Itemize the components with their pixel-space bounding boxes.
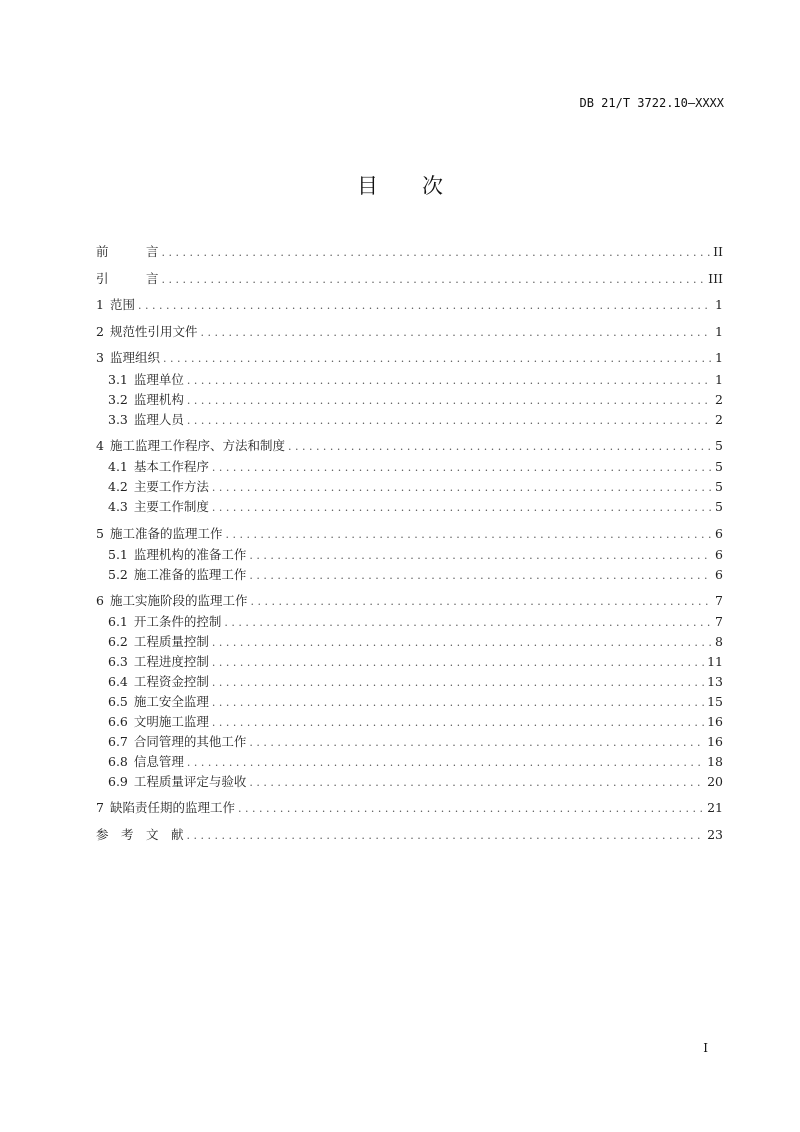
toc-entry-label: 主要工作方法 (133, 479, 209, 494)
dot-leader (162, 244, 711, 262)
title-char-2: 次 (422, 174, 443, 198)
dot-leader (288, 438, 712, 456)
toc-entry-page: 15 (707, 694, 723, 709)
toc-entry-label: 监理单位 (133, 372, 184, 387)
dot-leader (163, 350, 712, 368)
toc-entry-number: 6.5 (108, 694, 128, 709)
toc-entry-page: 1 (715, 297, 723, 312)
toc-entry-label: 监理机构的准备工作 (133, 547, 247, 562)
toc-entry-number: 6.4 (108, 674, 128, 689)
toc-entry-number: 4.3 (108, 499, 128, 514)
dot-leader (187, 754, 704, 772)
toc-entry[interactable] (96, 296, 723, 314)
toc-entry-label: 工程资金控制 (133, 674, 209, 689)
toc-entry-label: 参 考 文 献 (96, 827, 184, 842)
dot-leader (212, 674, 704, 692)
dot-leader (187, 412, 712, 430)
toc-entry[interactable] (96, 437, 723, 455)
toc-entry[interactable] (96, 613, 723, 631)
toc-entry-page: 21 (707, 800, 723, 815)
toc-entry-page: 7 (715, 614, 723, 629)
toc-entry[interactable] (96, 653, 723, 671)
dot-leader (187, 392, 712, 410)
toc-entry-page: 20 (707, 774, 723, 789)
toc-entry-label: 工程质量评定与验收 (133, 774, 247, 789)
toc-entry-number: 1 (96, 297, 104, 312)
toc-entry-number: 3.1 (108, 372, 128, 387)
toc-entry-page: 6 (715, 526, 723, 541)
dot-leader (238, 800, 704, 818)
toc-entry-number: 6.6 (108, 714, 128, 729)
dot-leader (138, 297, 712, 315)
dot-leader (249, 567, 712, 585)
title-char-1: 目 (357, 174, 378, 198)
dot-leader (212, 634, 712, 652)
toc-entry-number: 4 (96, 438, 104, 453)
toc-entry-number: 3.3 (108, 412, 128, 427)
dot-leader (212, 654, 704, 672)
toc-entry-number: 5 (96, 526, 104, 541)
toc-entry-page: III (708, 271, 723, 286)
page-title (0, 170, 800, 200)
toc-entry-page: 5 (715, 438, 723, 453)
toc-entry-label: 前 言 (96, 244, 159, 259)
toc-entry-number: 6.9 (108, 774, 128, 789)
toc-entry-label: 规范性引用文件 (109, 324, 198, 339)
toc-entry[interactable] (96, 673, 723, 691)
toc-entry[interactable] (96, 458, 723, 476)
toc-entry-label: 施工监理工作程序、方法和制度 (109, 438, 285, 453)
toc-entry-page: 23 (707, 827, 723, 842)
dot-leader (200, 324, 712, 342)
dot-leader (250, 593, 712, 611)
toc-entry-label: 文明施工监理 (133, 714, 209, 729)
toc-entry-label: 引 言 (96, 271, 159, 286)
toc-entry-page: 16 (707, 734, 723, 749)
toc-entry[interactable] (96, 713, 723, 731)
toc-entry-label: 合同管理的其他工作 (133, 734, 247, 749)
toc-entry-number: 4.2 (108, 479, 128, 494)
dot-leader (212, 459, 712, 477)
toc-entry-page: 2 (715, 392, 723, 407)
toc-entry-number: 2 (96, 324, 104, 339)
toc-entry[interactable] (96, 270, 723, 288)
toc-entry-number: 5.2 (108, 567, 128, 582)
toc-entry[interactable] (96, 525, 723, 543)
toc-entry-label: 信息管理 (133, 754, 184, 769)
toc-entry[interactable] (96, 753, 723, 771)
toc-entry-page: 1 (715, 350, 723, 365)
toc-entry-number: 5.1 (108, 547, 128, 562)
toc-entry[interactable] (96, 391, 723, 409)
toc-entry[interactable] (96, 826, 723, 844)
toc-entry-label: 开工条件的控制 (133, 614, 222, 629)
dot-leader (212, 479, 712, 497)
toc-entry-label: 监理组织 (109, 350, 160, 365)
dot-leader (249, 547, 712, 565)
toc-entry-number: 4.1 (108, 459, 128, 474)
toc-entry[interactable] (96, 546, 723, 564)
toc-entry-page: 18 (707, 754, 723, 769)
toc-entry-label: 工程进度控制 (133, 654, 209, 669)
toc-entry-page: II (713, 244, 723, 259)
toc-entry-label: 施工实施阶段的监理工作 (109, 593, 248, 608)
toc-entry-number: 3 (96, 350, 104, 365)
toc-entry-number: 6 (96, 593, 104, 608)
toc-entry-page: 8 (715, 634, 723, 649)
dot-leader (162, 271, 706, 289)
toc-entry-number: 3.2 (108, 392, 128, 407)
toc-entry-number: 6.8 (108, 754, 128, 769)
toc-entry[interactable] (96, 478, 723, 496)
dot-leader (249, 734, 704, 752)
toc-entry[interactable] (96, 693, 723, 711)
toc-entry-page: 16 (707, 714, 723, 729)
dot-leader (225, 526, 712, 544)
toc-entry[interactable] (96, 773, 723, 791)
toc-entry-label: 基本工作程序 (133, 459, 209, 474)
toc-entry-number: 6.7 (108, 734, 128, 749)
toc-entry-page: 13 (707, 674, 723, 689)
toc-entry-label: 范围 (109, 297, 135, 312)
toc-entry[interactable] (96, 566, 723, 584)
toc-entry[interactable] (96, 498, 723, 516)
toc-entry[interactable] (96, 799, 723, 817)
toc-entry-label: 施工安全监理 (133, 694, 209, 709)
dot-leader (249, 774, 704, 792)
dot-leader (187, 827, 705, 845)
toc-entry[interactable] (96, 323, 723, 341)
toc-entry[interactable] (96, 371, 723, 389)
toc-entry-page: 6 (715, 567, 723, 582)
toc-entry[interactable] (96, 633, 723, 651)
toc-entry[interactable] (96, 592, 723, 610)
toc-entry[interactable] (96, 243, 723, 261)
toc-entry[interactable] (96, 733, 723, 751)
toc-entry-page: 5 (715, 499, 723, 514)
toc-entry-page: 2 (715, 412, 723, 427)
toc-entry-label: 监理机构 (133, 392, 184, 407)
dot-leader (212, 694, 704, 712)
toc-entry-page: 7 (715, 593, 723, 608)
toc-entry-number: 6.1 (108, 614, 128, 629)
toc-entry-page: 5 (715, 459, 723, 474)
toc-entry-label: 主要工作制度 (133, 499, 209, 514)
toc-entry[interactable] (96, 411, 723, 429)
toc-entry-page: 1 (715, 372, 723, 387)
toc-entry-label: 监理人员 (133, 412, 184, 427)
dot-leader (224, 614, 712, 632)
toc-entry-label: 施工准备的监理工作 (109, 526, 223, 541)
page-number: I (703, 1041, 708, 1055)
toc-entry-number: 7 (96, 800, 104, 815)
dot-leader (187, 372, 712, 390)
dot-leader (212, 714, 704, 732)
toc-entry[interactable] (96, 349, 723, 367)
dot-leader (212, 499, 712, 517)
toc-entry-number: 6.2 (108, 634, 128, 649)
toc-entry-page: 5 (715, 479, 723, 494)
standard-code: DB 21/T 3722.10—XXXX (579, 96, 724, 110)
toc-entry-page: 1 (715, 324, 723, 339)
toc-entry-number: 6.3 (108, 654, 128, 669)
toc-entry-label: 缺陷责任期的监理工作 (109, 800, 235, 815)
toc-entry-page: 11 (707, 654, 723, 669)
toc-entry-label: 施工准备的监理工作 (133, 567, 247, 582)
toc-entry-page: 6 (715, 547, 723, 562)
toc-entry-label: 工程质量控制 (133, 634, 209, 649)
